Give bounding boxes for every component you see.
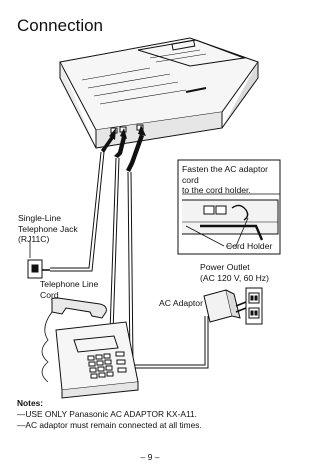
ac-adaptor-icon [204, 290, 246, 322]
page-number: – 9 – [140, 452, 160, 462]
notes-title: Notes: [17, 398, 44, 408]
cord-holder-label: Cord Holder [226, 241, 273, 251]
note-item-2: —AC adaptor must remain connected at all times. [17, 420, 202, 430]
line-cord-label-line1: Telephone Line [40, 279, 99, 289]
answering-machine-illustration [60, 38, 258, 148]
jack-label-line2: Telephone Jack [18, 223, 78, 234]
note-item-1: —USE ONLY Panasonic AC ADAPTOR KX-A11. [17, 409, 197, 419]
line-cord-label [40, 279, 98, 300]
inset-caption-line2: to the cord holder. [182, 185, 251, 195]
inset-caption-line1: Fasten the AC adaptor cord [182, 164, 268, 185]
power-outlet-label-line1: Power Outlet [200, 262, 250, 272]
power-outlet-icon [246, 288, 262, 324]
power-outlet-label [200, 262, 269, 283]
page-title: Connection [17, 16, 104, 35]
ac-adaptor-label: AC Adaptor [159, 298, 203, 308]
jack-label [18, 213, 78, 245]
notes-section [17, 398, 202, 431]
telephone-illustration [42, 298, 138, 398]
wall-jack-icon [28, 260, 50, 278]
line-cord-label-line2: Cord [40, 289, 59, 300]
jack-label-line3: (RJ11C) [18, 234, 50, 244]
inset-caption [182, 164, 282, 196]
jack-label-line1: Single-Line [18, 213, 61, 223]
power-outlet-label-line2: (AC 120 V, 60 Hz) [200, 272, 269, 283]
